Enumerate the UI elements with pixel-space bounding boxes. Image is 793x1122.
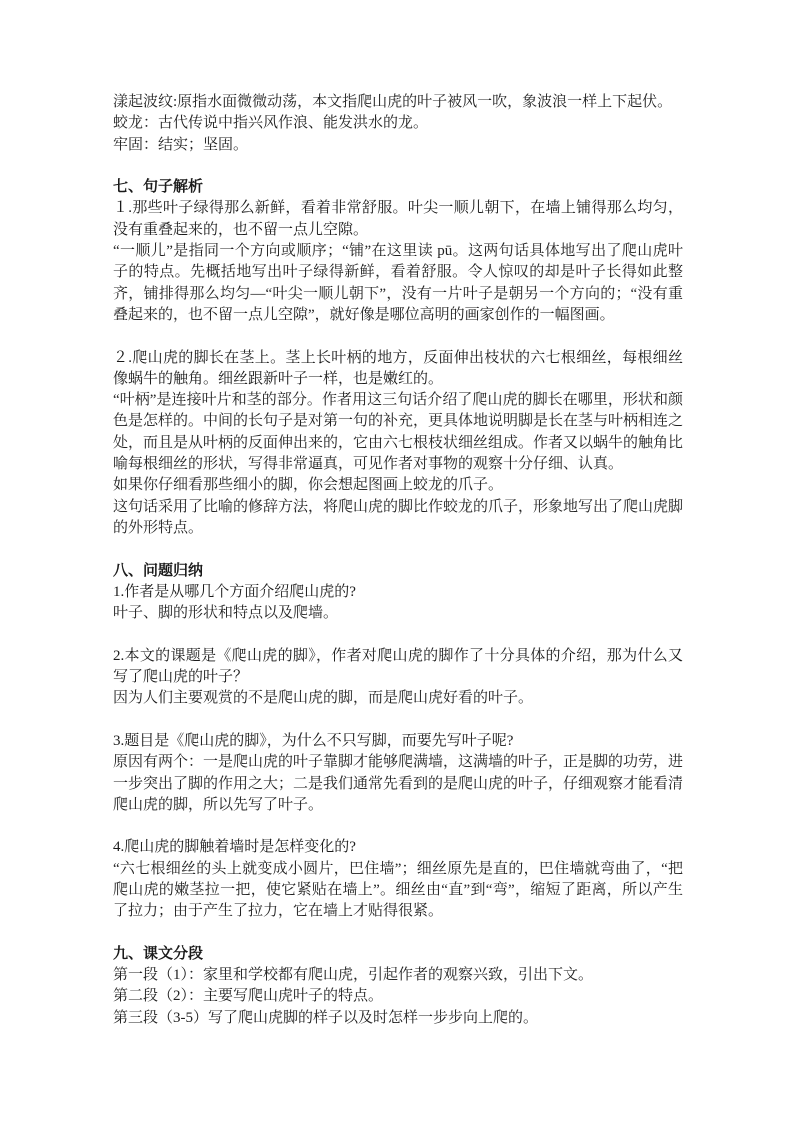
section7-quote: 如果你仔细看那些细小的脚，你会想起图画上蛟龙的爪子。 — [113, 477, 504, 494]
blank-line — [113, 710, 683, 731]
section7-sentence-1: １.那些叶子绿得那么新鲜，看着非常舒服。叶尖一顺儿朝下，在墙上铺得那么均匀，没有重叠起来的，也不留一点儿空隙。 — [113, 200, 683, 238]
section9-segment-2: 第二段（2）：主要写爬山虎叶子的特点。 — [113, 988, 384, 1005]
section8-question-3: 3.题目是《爬山虎的脚》，为什么不只写脚，而要先写叶子呢? — [113, 732, 514, 749]
blank-line — [113, 156, 683, 177]
section7-sentence-2: ２.爬山虎的脚长在茎上。茎上长叶柄的地方，反面伸出枝状的六七根细丝，每根细丝像蜗牛的触角。细丝跟新叶子一样，也是嫩红的。 — [113, 349, 683, 387]
definition-line-waves: 漾起波纹:原指水面微微动荡，本文指爬山虎的叶子被风一吹，象波浪一样上下起伏。 — [113, 94, 673, 110]
section8-answer-4: “六七根细丝的头上就变成小圆片，巴住墙”；细丝原先是直的，巴住墙就弯曲了，“把爬山虎的嫩茎拉一把，使它紧贴在墙上”。细丝由“直”到“弯”，缩短了距离，所以产生了拉力；由于产生了拉力，它在墙上才贴得很紧。 — [113, 860, 683, 920]
blank-line — [113, 539, 683, 560]
section8-question-4: 4.爬山虎的脚触着墙时是怎样变化的? — [113, 839, 356, 856]
section8-answer-1: 叶子、脚的形状和特点以及爬墙。 — [113, 605, 339, 622]
section7-analysis-2: “叶柄”是连接叶片和茎的部分。作者用这三句话介绍了爬山虎的脚长在哪里，形状和颜色是怎样的。中间的长句子是对第一句的补充，更具体地说明脚是长在茎与叶柄相连之处，而且是从叶柄的反面伸出来的，它由六七根枝状细丝组成。作者又以蜗牛的触角比喻每根细丝的形状，写得非常逼真，可见作者对事物的观察十分仔细、认真。 — [113, 392, 684, 473]
section8-heading: 八、问题归纳 — [113, 562, 204, 579]
section7-analysis-1: “一顺儿”是指同一个方向或顺序；“铺”在这里读 pū。这两句话具体地写出了爬山虎叶子的特点。先概括地写出叶子绿得新鲜，看着舒服。令人惊叹的却是叶子长得如此整齐，铺排得那么均匀—“叶尖一顺儿朝下”，没有一片叶子是朝另一个方向的；“没有重叠起来的，也不留一点儿空隙”，就好像是哪位高明的画家创作的一幅图画。 — [113, 243, 683, 323]
blank-line — [113, 624, 683, 645]
blank-line — [113, 923, 683, 944]
section9-heading: 九、课文分段 — [113, 945, 204, 962]
section8-question-1: 1.作者是从哪几个方面介绍爬山虎的? — [113, 583, 356, 600]
definition-line-jiaolong: 蛟龙：古代传说中指兴风作浪、能发洪水的龙。 — [113, 115, 429, 132]
section8-answer-3: 原因有两个：一是爬山虎的叶子靠脚才能够爬满墙，这满墙的叶子，正是脚的功劳，进一步突出了脚的作用之大；二是我们通常先看到的是爬山虎的叶子，仔细观察才能看清爬山虎的脚，所以先写了叶子。 — [113, 754, 684, 813]
section9-segment-3: 第三段（3-5）写了爬山虎脚的样子以及时怎样一步步向上爬的。 — [113, 1009, 538, 1026]
section8-answer-2: 因为人们主要观赏的不是爬山虎的脚，而是爬山虎好看的叶子。 — [113, 690, 534, 707]
blank-line — [113, 326, 683, 347]
section8-question-2: 2.本文的课题是《爬山虎的脚》，作者对爬山虎的脚作了十分具体的介绍，那为什么又写了爬山虎的叶子？ — [113, 647, 683, 686]
definition-line-laogu: 牢固：结实；坚固。 — [113, 136, 249, 153]
section7-heading: 七、句子解析 — [113, 179, 204, 196]
section7-quote-analysis: 这句话采用了比喻的修辞方法，将爬山虎的脚比作蛟龙的爪子，形象地写出了爬山虎脚的外形特点。 — [113, 498, 684, 536]
blank-line — [113, 816, 683, 837]
section9-segment-1: 第一段（1）：家里和学校都有爬山虎，引起作者的观察兴致，引出下文。 — [113, 967, 594, 984]
